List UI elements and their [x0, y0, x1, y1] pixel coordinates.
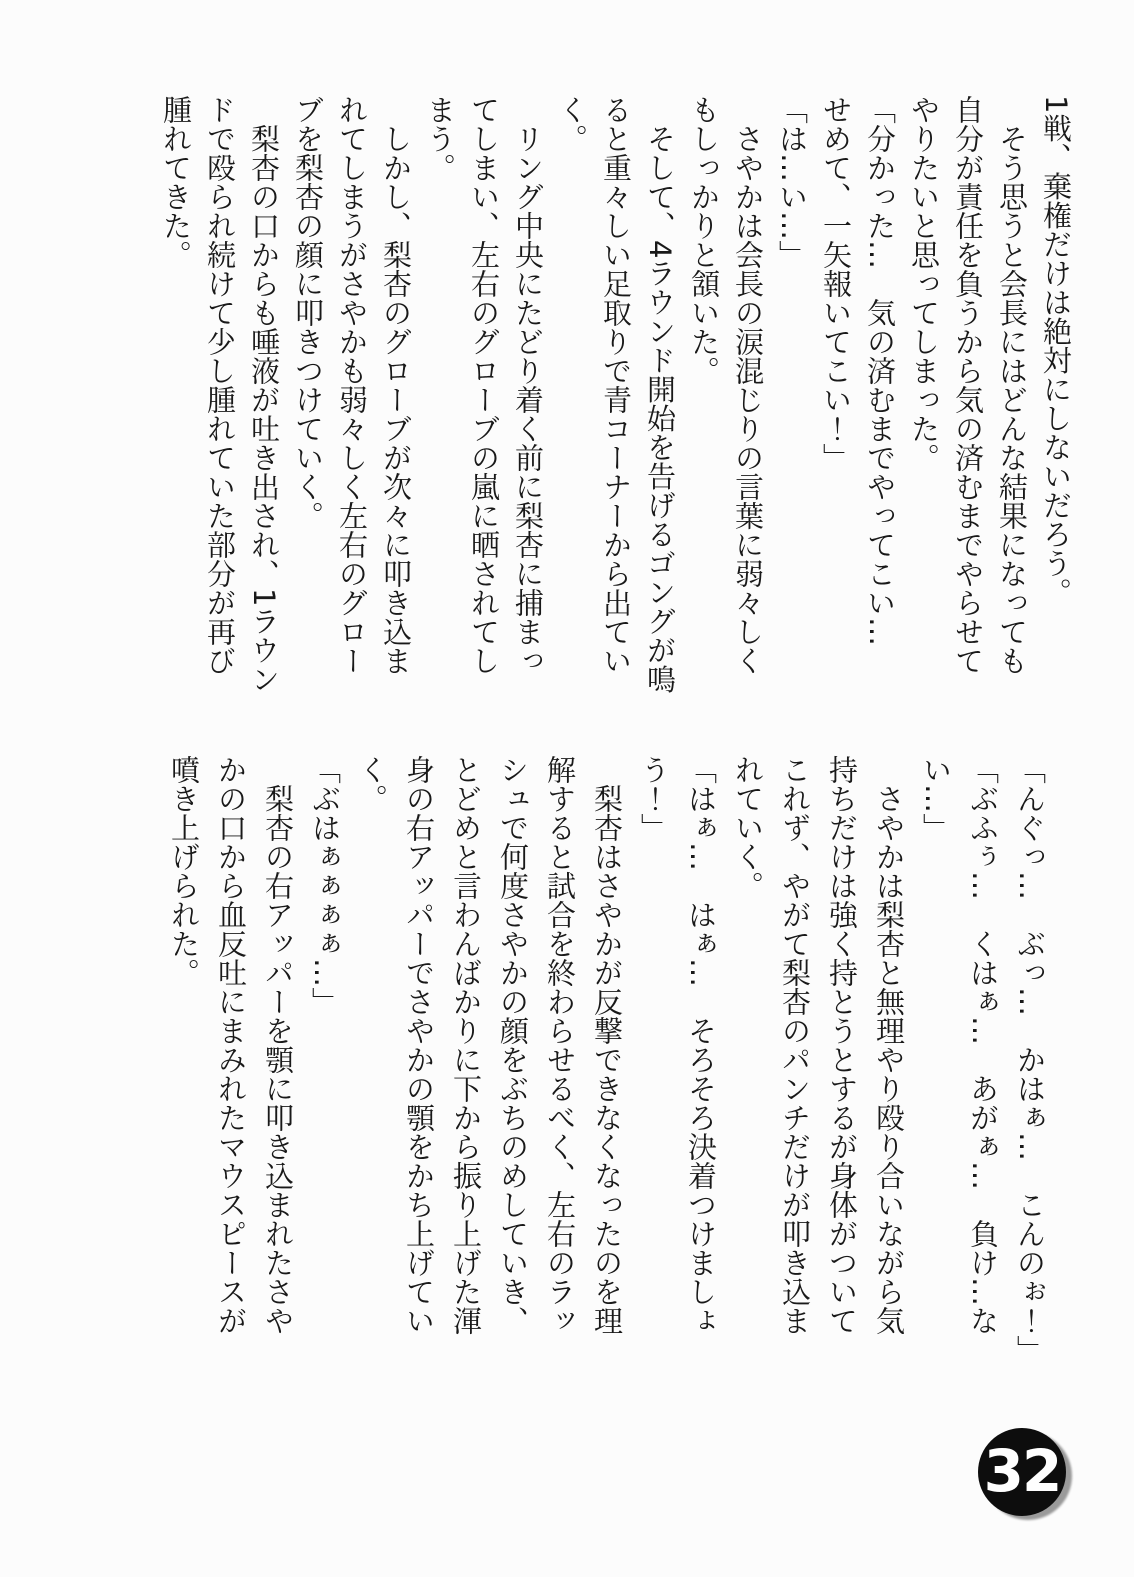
text-line: 梨杏の右アッパーを顎に叩き込まれたさや — [261, 784, 295, 1335]
text-line: 持ちだけは強く持とうとするが身体がついて — [825, 755, 859, 1335]
text-line: い…」 — [919, 755, 953, 842]
text-line: さやかは会長の涙混じりの言葉に弱々しく — [731, 124, 765, 675]
text-line: 自分が責任を負うから気の済むまでやらせて — [951, 95, 985, 675]
page-number-badge — [978, 1428, 1066, 1516]
text-line: とどめと言わんばかりに下から振り上げた渾 — [449, 755, 483, 1335]
text-line: てしまい、左右のグローブの嵐に晒されてし — [467, 95, 501, 675]
text-line: う！」 — [637, 755, 671, 842]
text-line: 梨杏の口からも唾液が吐き出され、1ラウン — [247, 124, 281, 694]
upper-text-block — [154, 95, 1078, 720]
text-line: まう。 — [423, 95, 457, 182]
text-line: れていく。 — [731, 755, 765, 900]
text-line: 1戦、棄権だけは絶対にしないだろう。 — [1039, 95, 1073, 607]
text-line: 解すると試合を終わらせるべく、左右のラッ — [543, 755, 577, 1335]
text-line: く。 — [555, 95, 589, 153]
text-line: リング中央にたどり着く前に梨杏に捕まっ — [511, 124, 545, 675]
text-line: そして、4ラウンド開始を告げるゴングが鳴 — [643, 124, 677, 694]
text-line: ると重々しい足取りで青コーナーから出てい — [599, 95, 633, 675]
text-line: 身の右アッパーでさやかの顎をかち上げてい — [402, 755, 436, 1335]
text-line: ブを梨杏の顔に叩きつけていく。 — [291, 95, 325, 530]
text-line: れてしまうがさやかも弱々しく左右のグロー — [335, 95, 369, 675]
text-line: しかし、梨杏のグローブが次々に叩き込ま — [379, 124, 413, 675]
text-line: もしっかりと頷いた。 — [687, 95, 721, 385]
text-line: かの口から血反吐にまみれたマウスピースが — [214, 755, 248, 1335]
text-line: 「分かった… 気の済むまでやってこい… — [863, 95, 897, 646]
text-line: 「は…い…」 — [775, 95, 809, 269]
text-line: 「ぶはぁぁぁぁ…」 — [308, 755, 342, 1016]
text-line: ドで殴られ続けて少し腫れていた部分が再び — [203, 95, 237, 675]
text-line: そう思うと会長にはどんな結果になっても — [995, 124, 1029, 675]
text-line: 「んぐっ… ぶっ… かはぁ… こんのぉ！」 — [1013, 755, 1047, 1364]
text-line: さやかは梨杏と無理やり殴り合いながら気 — [872, 784, 906, 1335]
text-line: やりたいと思ってしまった。 — [907, 95, 941, 472]
lower-text-block — [160, 755, 1053, 1380]
page-number: 32 — [983, 1437, 1061, 1505]
text-line: 噴き上げられた。 — [167, 755, 201, 987]
text-line: せめて、一矢報いてこい！」 — [819, 95, 853, 472]
text-line: 「はぁ… はぁ… そろそろ決着つけましょ — [684, 755, 718, 1335]
text-line: 「ぶふぅ… くはぁ… あがぁ… 負け…な — [966, 755, 1000, 1335]
text-line: シュで何度さやかの顔をぶちのめしていき、 — [496, 755, 530, 1335]
text-line: 梨杏はさやかが反撃できなくなったのを理 — [590, 784, 624, 1335]
text-line: 腫れてきた。 — [159, 95, 193, 269]
text-line: く。 — [355, 755, 389, 813]
text-line: これず、やがて梨杏のパンチだけが叩き込ま — [778, 755, 812, 1335]
